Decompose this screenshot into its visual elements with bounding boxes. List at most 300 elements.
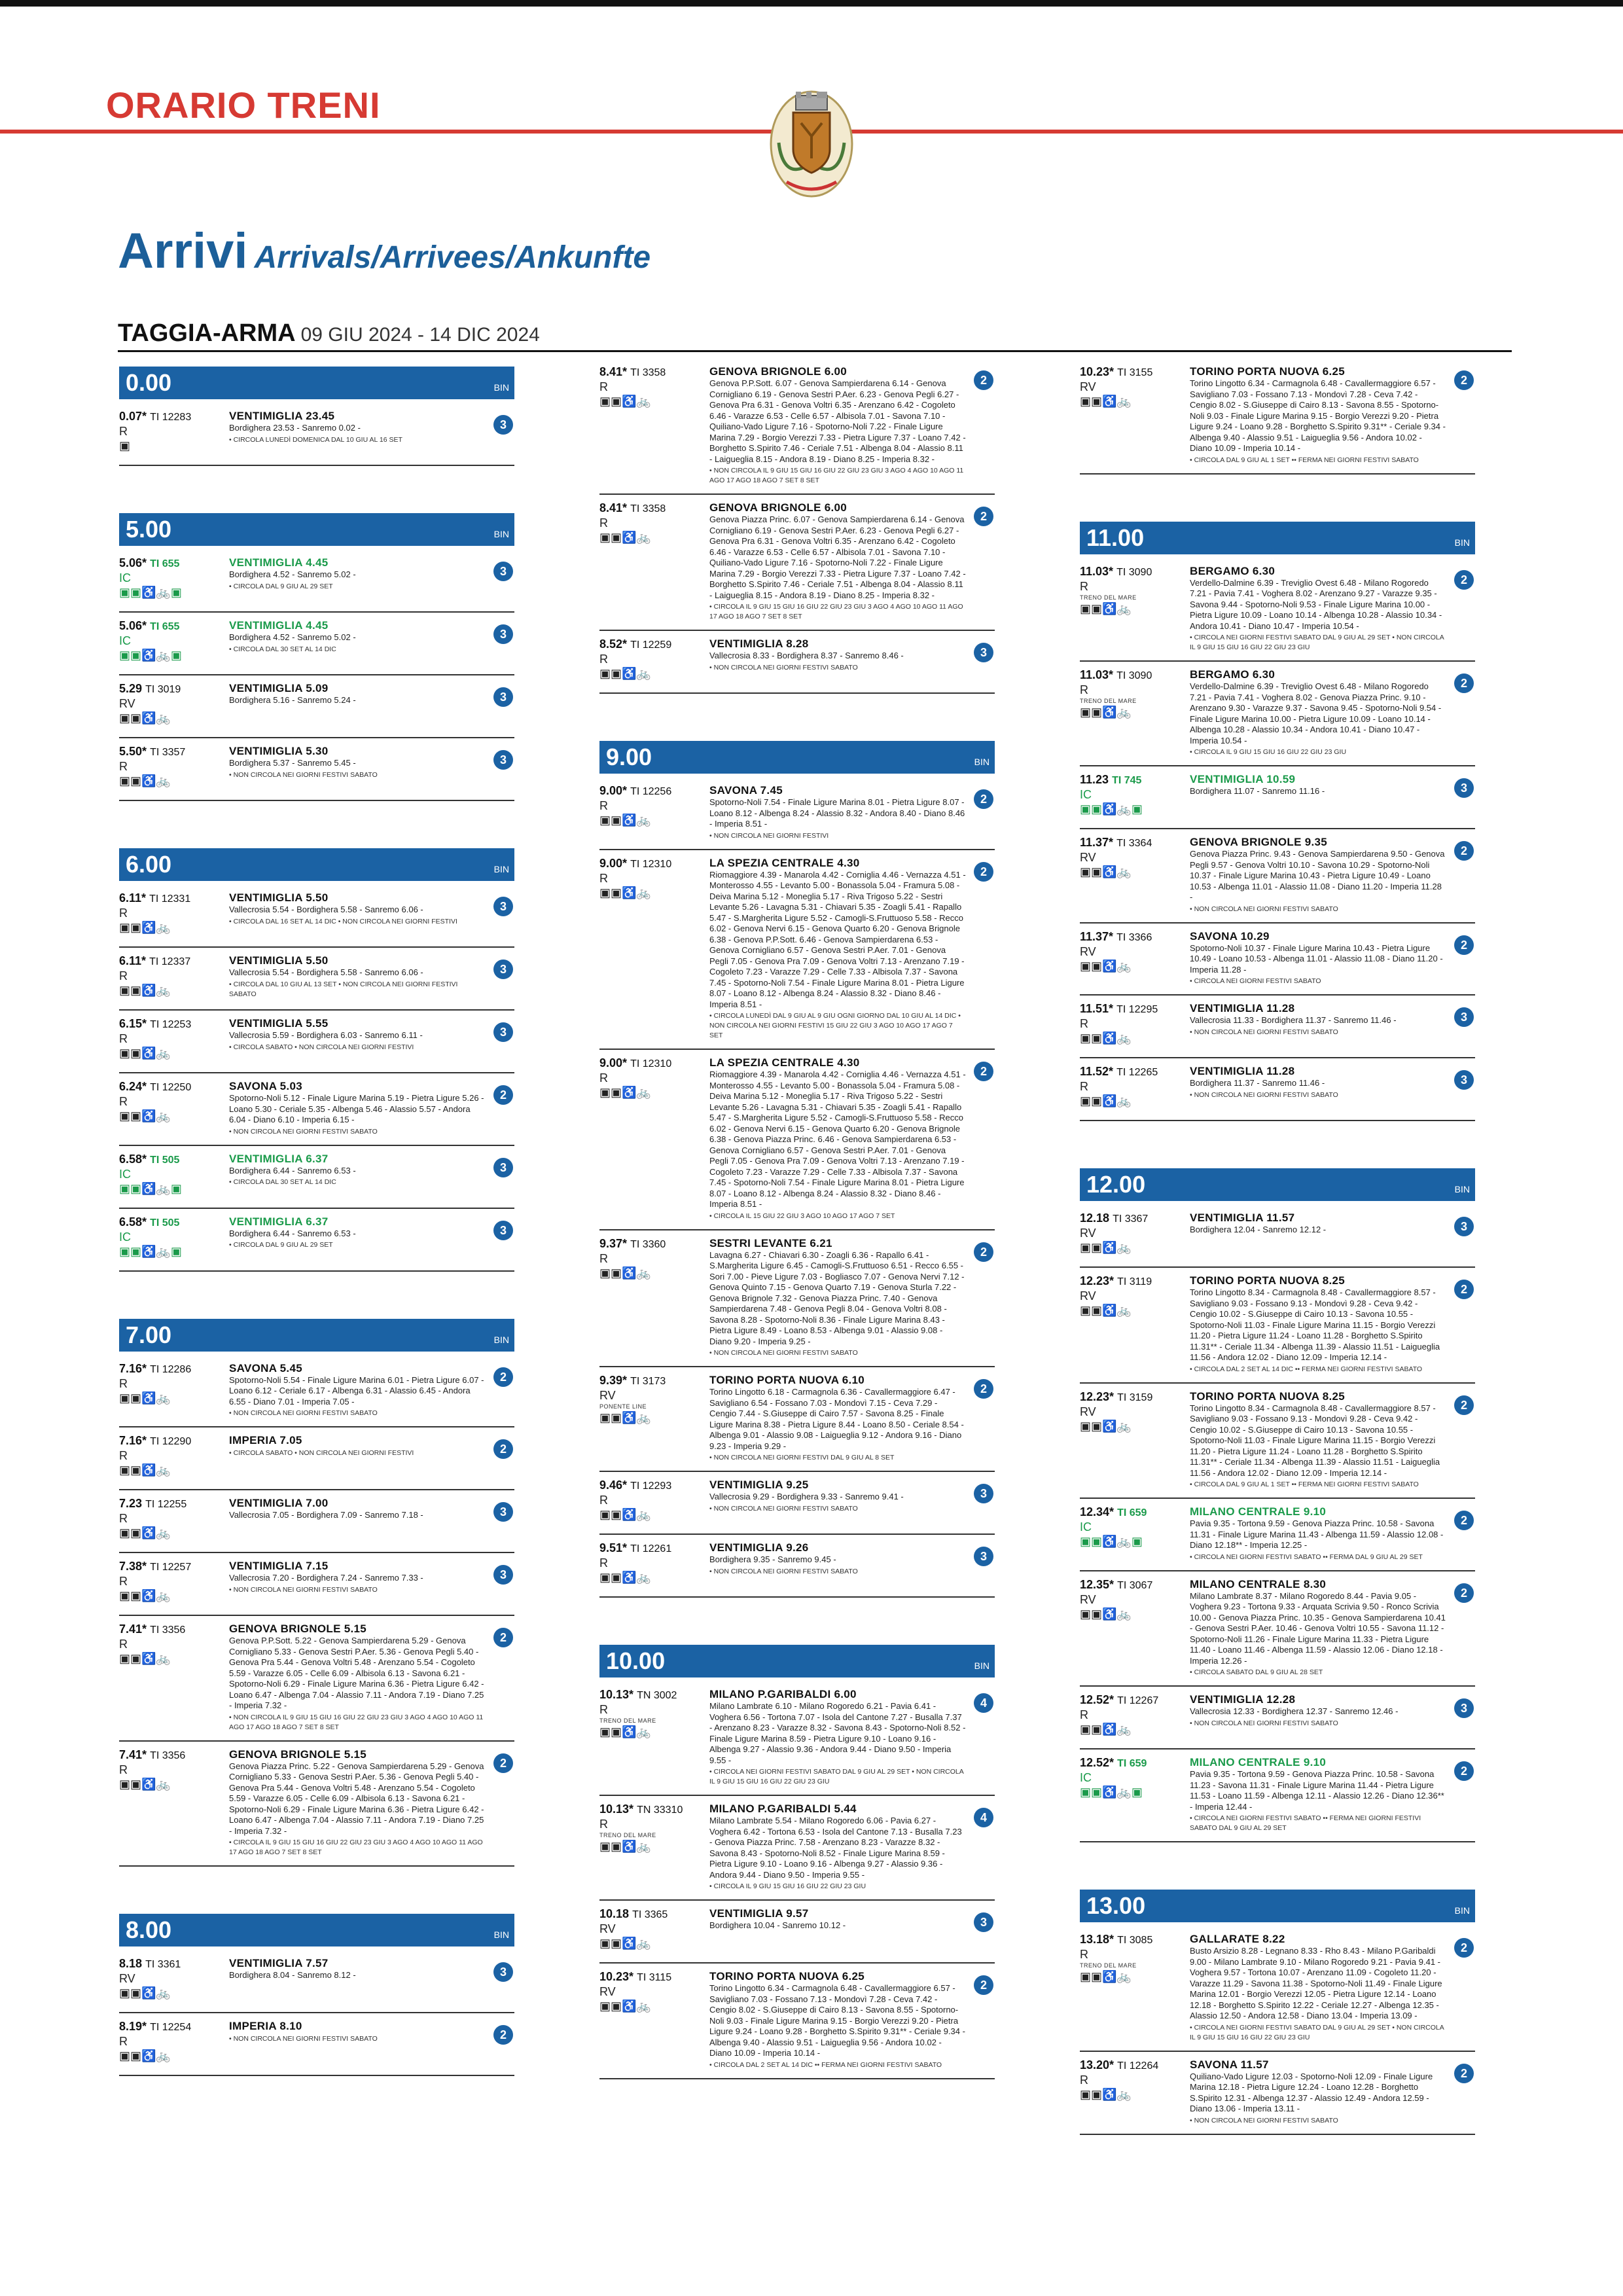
intermediate-stops: Bordighera 11.07 - Sanremo 11.16 - xyxy=(1190,786,1325,796)
arrivals-subheading: Arrivals/Arrivees/Ankunfte xyxy=(254,240,651,275)
arrival-time xyxy=(599,501,704,515)
train-number: TI 3090 xyxy=(1116,670,1152,681)
service-icons: ▣▣♿🚲 xyxy=(599,1840,651,1853)
train-details xyxy=(1190,1505,1446,1562)
arrival-time xyxy=(119,1362,224,1376)
origin-station: IMPERIA 8.10 xyxy=(229,2020,302,2032)
train-row xyxy=(1080,1926,1475,2052)
train-info xyxy=(119,1017,224,1060)
train-info xyxy=(599,1479,704,1521)
train-row xyxy=(599,850,995,1050)
platform-badge: 2 xyxy=(974,1379,993,1399)
origin-station: LA SPEZIA CENTRALE 4.30 xyxy=(709,856,860,869)
train-details xyxy=(709,637,966,673)
train-row xyxy=(1080,766,1475,829)
intermediate-stops: Bordighera 6.44 - Sanremo 6.53 - xyxy=(229,1228,356,1238)
arrival-time-value: 13.20* xyxy=(1080,2058,1115,2072)
train-category-icon: R xyxy=(599,516,608,529)
arrival-time xyxy=(119,556,224,570)
train-row xyxy=(119,1616,514,1742)
service-notes: • CIRCOLA DAL 9 GIU AL 29 SET xyxy=(229,1241,333,1249)
service-icons: ▣▣♿🚲 xyxy=(1080,1970,1132,1983)
service-icons: ▣▣♿🚲▣ xyxy=(1080,1785,1143,1799)
arrival-time-value: 10.13* xyxy=(599,1803,634,1816)
platform-badge: 3 xyxy=(493,1158,513,1177)
train-category-icon: IC xyxy=(119,1230,131,1244)
train-info xyxy=(1080,836,1185,878)
intermediate-stops: Vallecrosia 9.29 - Bordighera 9.33 - Sanremo 9.41 - xyxy=(709,1492,904,1501)
arrival-time-value: 12.18 xyxy=(1080,1211,1110,1225)
train-row xyxy=(1080,359,1475,475)
train-number: TI 3067 xyxy=(1117,1579,1153,1591)
train-row xyxy=(1080,1687,1475,1749)
train-number: TI 3155 xyxy=(1117,367,1153,378)
arrival-time xyxy=(1080,365,1185,379)
origin-station: GENOVA BRIGNOLE 9.35 xyxy=(1190,836,1328,848)
arrival-time-value: 7.41* xyxy=(119,1748,147,1761)
train-row xyxy=(119,1553,514,1616)
hour-label: 8.00 xyxy=(126,1916,172,1943)
service-notes: • NON CIRCOLA NEI GIORNI FESTIVI SABATO xyxy=(709,1349,858,1357)
arrivals-heading: Arrivi xyxy=(118,223,248,279)
train-info xyxy=(1080,1211,1185,1254)
train-row xyxy=(599,1681,995,1796)
intermediate-stops: Vallecrosia 11.33 - Bordighera 11.37 - Sanremo 11.46 - xyxy=(1190,1015,1397,1025)
arrival-time xyxy=(599,1479,704,1492)
origin-station: SAVONA 5.03 xyxy=(229,1080,302,1092)
arrival-time-value: 7.23 xyxy=(119,1497,143,1510)
arrival-time-value: 8.52* xyxy=(599,637,628,651)
train-number: TI 12293 xyxy=(630,1480,672,1492)
origin-station: GALLARATE 8.22 xyxy=(1190,1933,1285,1945)
service-notes: • CIRCOLA DAL 16 SET AL 14 DIC • NON CIRCOLA NEI GIORNI FESTIVI xyxy=(229,917,457,925)
train-details xyxy=(1190,565,1446,653)
service-notes: • NON CIRCOLA NEI GIORNI FESTIVI xyxy=(709,831,829,840)
origin-station: VENTIMIGLIA 4.45 xyxy=(229,556,329,569)
train-info xyxy=(1080,668,1185,719)
intermediate-stops: Riomaggiore 4.39 - Manarola 4.42 - Corniglia 4.46 - Vernazza 4.51 - Monterosso 4.55 - Levanto 5.00 - Bonassola 5.04 - Framura 5.08 - Deiva Marina 5.12 - Moneglia 5.17 - Riva Trigoso 5.22 - Sestri Levante 5.26 - Lavagna 5.31 - Chiavari 5.35 - Zoagli 5.41 - Rapallo 5.47 - S.Margherita Ligure 5.52 - Camogli-S.Fruttuoso 5.58 - Recco 6.02 - Genova Nervi 6.15 - Genova Quarto 6.20 - Genova Brignole 6.38 - Genova Piazza Princ. 6.46 - Genova Sampierdarena 6.53 - Genova Cornigliano 6.57 - Genova Sestri P.Aer. 7.01 - Genova Pegli 7.05 - Genova Pra 7.09 - Genova Voltri 7.13 - Arenzano 7.19 - Cogoleto 7.23 - Varazze 7.29 - Celle 7.33 - Albisola 7.37 - Savona 7.45 - Spotorno-Noli 7.54 - Finale Ligure Marina 8.01 - Pietra Ligure 8.07 - Loano 8.12 - Albenga 8.24 - Alassio 8.32 - Diano 8.46 - Imperia 8.51 - xyxy=(709,1069,966,1209)
service-notes: • CIRCOLA NEI GIORNI FESTIVI SABATO DAL 9 GIU AL 29 SET • NON CIRCOLA IL 9 GIU 15 GIU 16 GIU 22 GIU 23 GIU xyxy=(1190,2023,1444,2041)
train-number: TI 505 xyxy=(150,1154,180,1166)
service-notes: • NON CIRCOLA NEI GIORNI FESTIVI SABATO xyxy=(709,663,858,672)
train-category-icon: R xyxy=(119,1763,128,1776)
origin-station: GENOVA BRIGNOLE 5.15 xyxy=(229,1748,367,1761)
origin-station: VENTIMIGLIA 9.25 xyxy=(709,1479,809,1491)
train-info xyxy=(599,501,704,544)
train-row xyxy=(119,885,514,948)
intermediate-stops: Vallecrosia 8.33 - Bordighera 8.37 - Sanremo 8.46 - xyxy=(709,651,904,660)
train-details xyxy=(229,745,486,780)
intermediate-stops: Bordighera 9.35 - Sanremo 9.45 - xyxy=(709,1554,836,1564)
origin-station: VENTIMIGLIA 4.45 xyxy=(229,619,329,632)
origin-station: VENTIMIGLIA 6.37 xyxy=(229,1152,329,1165)
service-notes: • NON CIRCOLA IL 9 GIU 15 GIU 16 GIU 22 GIU 23 GIU 3 AGO 4 AGO 10 AGO 11 AGO 17 AGO 18 AGO 7 SET 8 SET xyxy=(229,1713,484,1731)
train-number: TI 3361 xyxy=(145,1959,181,1970)
origin-station: VENTIMIGLIA 9.26 xyxy=(709,1541,809,1554)
train-row xyxy=(119,1742,514,1867)
train-details xyxy=(709,857,966,1041)
platform-badge: 2 xyxy=(493,2025,513,2045)
service-icons: ▣▣♿🚲 xyxy=(1080,1304,1132,1317)
service-icons: ▣▣♿🚲 xyxy=(599,886,651,899)
train-row xyxy=(1080,1384,1475,1499)
platform-badge: 3 xyxy=(493,1502,513,1522)
section-gap xyxy=(599,1598,995,1637)
arrival-time-value: 5.29 xyxy=(119,682,143,695)
intermediate-stops: Milano Lambrate 6.10 - Milano Rogoredo 6.21 - Pavia 6.41 - Voghera 6.56 - Tortona 7.07 - Isola del Cantone 7.27 - Busalla 7.37 - Arenzano 8.23 - Varazze 8.32 - Savona 8.43 - Spotorno-Noli 8.52 - Finale Ligure Marina 8.59 - Pietra Ligure 9.10 - Loano 9.16 - Albenga 9.27 - Alassio 9.36 - Andora 9.44 - Diano 9.50 - Imperia 9.55 - xyxy=(709,1701,966,1765)
platform-badge: 3 xyxy=(493,562,513,581)
service-icons: ▣▣♿🚲 xyxy=(599,531,651,544)
train-category-icon: R xyxy=(1080,683,1088,696)
platform-badge: 2 xyxy=(1454,673,1474,693)
train-number: TI 655 xyxy=(150,558,180,569)
arrival-time-value: 13.18* xyxy=(1080,1933,1115,1946)
train-row xyxy=(119,1011,514,1073)
platform-badge: 4 xyxy=(974,1693,993,1713)
arrival-time xyxy=(1080,1756,1185,1770)
service-notes: • CIRCOLA IL 15 GIU 22 GIU 3 AGO 10 AGO 17 AGO 7 SET xyxy=(709,1211,895,1220)
train-category-icon: R xyxy=(1080,1708,1088,1721)
service-notes: • NON CIRCOLA NEI GIORNI FESTIVI DAL 9 GIU AL 8 SET xyxy=(709,1454,895,1462)
train-category-icon: RV xyxy=(1080,1227,1096,1240)
intermediate-stops: Torino Lingotto 8.34 - Carmagnola 8.48 - Cavallermaggiore 8.57 - Savigliano 9.03 - Fossano 9.13 - Mondovì 9.28 - Ceva 9.42 - Cengio 10.02 - S.Giuseppe di Cairo 10.13 - Savona 10.55 - Spotorno-Noli 11.03 - Finale Ligure Marina 11.15 - Borgio Verezzi 11.20 - Pietra Ligure 11.24 - Loano 11.28 - Borghetto S.Spirito 11.31** - Ceriale 11.34 - Albenga 11.39 - Alassio 11.51 - Laigueglia 11.56 - Andora 12.02 - Diano 12.09 - Imperia 12.14 - xyxy=(1190,1403,1440,1478)
platform-badge: 3 xyxy=(493,1962,513,1982)
train-number: TI 3358 xyxy=(630,367,666,378)
train-details xyxy=(229,1560,486,1595)
timetable-column-3 xyxy=(1080,359,1475,2135)
service-icons: ▣▣♿🚲 xyxy=(599,1725,651,1738)
service-brand-label: TRENO DEL MARE xyxy=(1080,594,1137,601)
platform-badge: 2 xyxy=(1454,1395,1474,1415)
train-number: TI 12253 xyxy=(150,1019,192,1030)
train-category-icon: R xyxy=(119,906,128,920)
service-icons: ▣▣♿🚲 xyxy=(1080,395,1132,408)
service-notes: • CIRCOLA DAL 9 GIU AL 1 SET •• FERMA NEI GIORNI FESTIVI SABATO xyxy=(1190,1480,1419,1488)
intermediate-stops: Genova Piazza Princ. 9.43 - Genova Sampierdarena 9.50 - Genova Pegli 9.57 - Genova Voltri 10.10 - Savona 10.29 - Spotorno-Noli 10.37 - Finale Ligure Marina 10.43 - Pietra Ligure 10.49 - Loano 10.53 - Albenga 11.01 - Alassio 11.08 - Diano 11.20 - Imperia 11.28 - xyxy=(1190,849,1445,902)
service-notes: • NON CIRCOLA NEI GIORNI FESTIVI SABATO xyxy=(1190,1028,1338,1036)
arrival-time-value: 9.46* xyxy=(599,1479,628,1492)
platform-badge: 3 xyxy=(1454,1698,1474,1718)
train-details xyxy=(1190,365,1446,465)
service-icons: ▣▣♿🚲▣ xyxy=(1080,1535,1143,1548)
train-row xyxy=(1080,1268,1475,1384)
arrival-time-value: 9.51* xyxy=(599,1541,628,1554)
arrival-time xyxy=(599,1237,704,1251)
arrival-time xyxy=(119,1560,224,1573)
service-notes: • CIRCOLA LUNEDÌ DOMENICA DAL 10 GIU AL 16 SET xyxy=(229,435,402,444)
arrival-time xyxy=(119,619,224,633)
train-category-icon: R xyxy=(599,1556,608,1570)
platform-column-label: BIN xyxy=(1454,1184,1470,1194)
origin-station: VENTIMIGLIA 6.37 xyxy=(229,1215,329,1228)
arrival-time xyxy=(119,1748,224,1762)
train-category-icon: R xyxy=(599,380,608,393)
train-category-icon: IC xyxy=(119,571,131,584)
arrival-time xyxy=(1080,1065,1185,1079)
arrival-time xyxy=(1080,773,1185,787)
train-row xyxy=(599,1367,995,1472)
train-info xyxy=(119,745,224,787)
origin-station: GENOVA BRIGNOLE 5.15 xyxy=(229,1623,367,1635)
train-info xyxy=(119,1497,224,1539)
train-number: TI 3119 xyxy=(1117,1276,1152,1287)
train-details xyxy=(709,1056,966,1221)
service-icons: ▣▣♿🚲▣ xyxy=(119,586,182,599)
train-category-icon: RV xyxy=(1080,1592,1096,1606)
platform-badge: 2 xyxy=(974,1242,993,1262)
intermediate-stops: Bordighera 6.44 - Sanremo 6.53 - xyxy=(229,1165,356,1175)
service-icons: ▣▣♿🚲 xyxy=(1080,2087,1132,2101)
platform-badge: 2 xyxy=(493,1085,513,1105)
intermediate-stops: Genova P.P.Sott. 6.07 - Genova Sampierdarena 6.14 - Genova Cornigliano 6.19 - Genova Sestri P.Aer. 6.23 - Genova Pegli 6.27 - Genova Pra 6.31 - Genova Voltri 6.35 - Arenzano 6.42 - Cogoleto 6.46 - Varazze 6.53 - Celle 6.57 - Albisola 7.01 - Savona 7.10 - Quiliano-Vado Ligure 7.16 - Spotorno-Noli 7.22 - Finale Ligure Marina 7.29 - Borgio Verezzi 7.33 - Pietra Ligure 7.37 - Loano 7.42 - Borghetto S.Spirito 7.46 - Ceriale 7.51 - Albenga 8.04 - Alassio 8.11 - Laigueglia 8.15 - Andora 8.19 - Diano 8.25 - Imperia 8.32 - xyxy=(709,378,966,464)
train-category-icon: R xyxy=(599,1071,608,1085)
train-row xyxy=(1080,996,1475,1058)
hour-label: 13.00 xyxy=(1086,1892,1146,1919)
intermediate-stops: Bordighera 8.04 - Sanremo 8.12 - xyxy=(229,1970,356,1980)
train-number: TI 12310 xyxy=(630,1058,672,1069)
arrival-time xyxy=(119,1434,224,1448)
arrival-time xyxy=(1080,1933,1185,1946)
train-details xyxy=(229,1497,486,1521)
train-category-icon: R xyxy=(119,2035,128,2048)
train-info xyxy=(119,1957,224,2000)
train-row xyxy=(1080,1058,1475,1121)
arrival-time xyxy=(599,1907,704,1921)
train-info xyxy=(1080,1505,1185,1548)
arrival-time-value: 12.52* xyxy=(1080,1756,1115,1769)
train-details xyxy=(709,1688,966,1787)
origin-station: SAVONA 10.29 xyxy=(1190,929,1270,942)
train-number: TI 3366 xyxy=(1116,931,1152,943)
train-number: TI 12257 xyxy=(150,1562,192,1573)
intermediate-stops: Bordighera 11.37 - Sanremo 11.46 - xyxy=(1190,1078,1325,1088)
service-icons: ▣▣♿🚲 xyxy=(119,984,171,997)
train-details xyxy=(709,1970,966,2070)
train-details xyxy=(1190,1211,1446,1236)
hour-label: 6.00 xyxy=(126,851,172,878)
arrival-time-value: 10.23* xyxy=(1080,365,1115,378)
service-icons: ▣▣♿🚲 xyxy=(1080,959,1132,973)
intermediate-stops: Milano Lambrate 8.37 - Milano Rogoredo 8.44 - Pavia 9.05 - Voghera 9.23 - Tortona 9.33 - Arquata Scrivia 9.50 - Ronco Scrivia 10.00 - Genova Piazza Princ. 10.35 - Genova Sampierdarena 10.41 - Genova Sestri P.Aer. 10.46 - Genova Voltri 10.55 - Savona 11.12 - Spotorno-Noli 11.26 - Finale Ligure Marina 11.33 - Pietra Ligure 11.40 - Loano 11.46 - Albenga 11.59 - Alassio 12.06 - Diano 12.18 - Imperia 12.26 - xyxy=(1190,1590,1446,1666)
service-notes: • NON CIRCOLA NEI GIORNI FESTIVI SABATO xyxy=(229,1409,378,1417)
origin-station: MILANO CENTRALE 9.10 xyxy=(1190,1756,1327,1768)
arrival-time xyxy=(1080,668,1185,682)
arrival-time xyxy=(599,857,704,870)
train-number: TI 3357 xyxy=(150,747,186,758)
station-name: TAGGIA-ARMA xyxy=(118,319,296,347)
hour-header xyxy=(1080,1890,1475,1922)
train-info xyxy=(599,1970,704,2013)
origin-station: TORINO PORTA NUOVA 6.10 xyxy=(709,1374,865,1386)
train-category-icon: R xyxy=(599,1703,608,1716)
arrival-time-value: 6.24* xyxy=(119,1080,147,1093)
train-info xyxy=(599,365,704,408)
hour-label: 11.00 xyxy=(1086,524,1145,551)
platform-badge: 3 xyxy=(493,415,513,435)
section-gap xyxy=(1080,475,1475,514)
hour-label: 10.00 xyxy=(606,1647,666,1674)
train-row xyxy=(119,2013,514,2076)
train-number: TI 12265 xyxy=(1116,1067,1158,1078)
service-brand-label: TRENO DEL MARE xyxy=(1080,698,1137,704)
arrival-time xyxy=(599,1541,704,1555)
train-row xyxy=(599,631,995,694)
train-number: TI 3090 xyxy=(1116,566,1152,578)
intermediate-stops: Lavagna 6.27 - Chiavari 6.30 - Zoagli 6.36 - Rapallo 6.41 - S.Margherita Ligure 6.45 - Camogli-S.Fruttuoso 6.51 - Recco 6.55 - Sori 7.00 - Pieve Ligure 7.03 - Bogliasco 7.07 - Genova Nervi 7.12 - Genova Quinto 7.15 - Genova Quarto 7.19 - Genova Sturla 7.22 - Genova Brignole 7.32 - Genova Piazza Princ. 7.40 - Genova Sampierdarena 7.48 - Genova Pegli 8.04 - Genova Voltri 8.08 - Savona 8.28 - Spotorno-Noli 8.36 - Finale Ligure Marina 8.43 - Pietra Ligure 8.49 - Loano 8.53 - Albenga 9.01 - Alassio 9.08 - Diano 9.20 - Imperia 9.25 - xyxy=(709,1249,965,1346)
platform-badge: 3 xyxy=(493,687,513,707)
platform-badge: 2 xyxy=(1454,570,1474,590)
train-details xyxy=(709,365,966,486)
train-details xyxy=(1190,930,1446,987)
intermediate-stops: Quiliano-Vado Ligure 12.03 - Spotorno-Noli 12.09 - Finale Ligure Marina 12.18 - Pietra Ligure 12.24 - Loano 12.28 - Borghetto S.Spirito 12.31 - Albenga 12.37 - Alassio 12.49 - Andora 12.59 - Diano 13.06 - Imperia 13.11 - xyxy=(1190,2071,1433,2113)
train-row xyxy=(599,1901,995,1964)
service-notes: • CIRCOLA DAL 2 SET AL 14 DIC •• FERMA NEI GIORNI FESTIVI SABATO xyxy=(1190,1365,1423,1373)
train-info xyxy=(119,2020,224,2062)
train-category-icon: RV xyxy=(599,1985,616,1998)
arrival-time xyxy=(119,1080,224,1094)
train-details xyxy=(229,1362,486,1419)
train-details xyxy=(229,556,486,592)
train-number: TI 3364 xyxy=(1116,838,1152,849)
train-number: TI 505 xyxy=(150,1217,180,1229)
service-icons: ▣▣♿🚲 xyxy=(119,1526,171,1539)
hour-label: 7.00 xyxy=(126,1321,172,1348)
train-category-icon: IC xyxy=(119,1167,131,1181)
platform-badge: 2 xyxy=(974,862,993,882)
town-crest-icon xyxy=(767,84,856,202)
service-icons: ▣▣♿🚲 xyxy=(1080,601,1132,615)
train-category-icon: R xyxy=(1080,1948,1088,1961)
service-icons: ▣▣♿🚲 xyxy=(119,1109,171,1122)
platform-column-label: BIN xyxy=(1454,1905,1470,1916)
arrival-time xyxy=(1080,1505,1185,1519)
service-notes: • CIRCOLA DAL 9 GIU AL 29 SET xyxy=(229,582,333,590)
train-number: TI 12331 xyxy=(149,893,191,905)
service-notes: • CIRCOLA IL 9 GIU 15 GIU 16 GIU 22 GIU 23 GIU 3 AGO 4 AGO 10 AGO 11 AGO 17 AGO 18 AGO 7 SET 8 SET xyxy=(709,603,963,620)
service-icons: ▣▣♿🚲▣ xyxy=(119,1181,182,1195)
service-icons: ▣▣♿🚲 xyxy=(599,1411,651,1424)
train-row xyxy=(1080,1205,1475,1268)
train-info xyxy=(1080,773,1185,816)
origin-station: VENTIMIGLIA 5.30 xyxy=(229,745,329,757)
hour-header xyxy=(119,1914,514,1946)
train-category-icon: RV xyxy=(599,1389,616,1402)
origin-station: IMPERIA 7.05 xyxy=(229,1434,302,1446)
train-row xyxy=(119,403,514,466)
platform-badge: 3 xyxy=(974,1912,993,1932)
service-icons: ▣▣♿🚲 xyxy=(599,2000,651,2013)
origin-station: VENTIMIGLIA 23.45 xyxy=(229,410,335,422)
train-category-icon: IC xyxy=(1080,1771,1092,1784)
intermediate-stops: Genova P.P.Sott. 5.22 - Genova Sampierdarena 5.29 - Genova Cornigliano 5.33 - Genova Sestri P.Aer. 5.36 - Genova Pegli 5.40 - Genova Pra 5.44 - Genova Voltri 5.48 - Arenzano 5.54 - Cogoleto 5.59 - Varazze 6.05 - Celle 6.09 - Albisola 6.13 - Savona 6.21 - Spotorno-Noli 6.29 - Finale Ligure Marina 6.36 - Pietra Ligure 6.42 - Loano 6.47 - Albenga 7.04 - Alassio 7.11 - Andora 7.19 - Diano 7.25 - Imperia 7.32 - xyxy=(229,1636,484,1710)
platform-badge: 3 xyxy=(493,960,513,979)
train-category-icon: R xyxy=(119,1032,128,1045)
platform-badge: 3 xyxy=(974,1547,993,1566)
service-notes: • CIRCOLA DAL 30 SET AL 14 DIC xyxy=(229,1178,336,1186)
train-number: TI 12254 xyxy=(150,2022,192,2033)
section-gap xyxy=(599,694,995,733)
arrival-time-value: 6.11* xyxy=(119,954,147,967)
platform-column-label: BIN xyxy=(493,1929,509,1940)
service-notes: • NON CIRCOLA NEI GIORNI FESTIVI SABATO xyxy=(1190,1090,1338,1099)
platform-column-label: BIN xyxy=(493,529,509,539)
train-info xyxy=(119,891,224,934)
intermediate-stops: Vallecrosia 12.33 - Bordighera 12.37 - Sanremo 12.46 - xyxy=(1190,1706,1399,1716)
service-icons: ▣▣♿🚲▣ xyxy=(119,649,182,662)
service-notes: • CIRCOLA NEI GIORNI FESTIVI SABATO •• FERMA DAL 9 GIU AL 29 SET xyxy=(1190,1552,1423,1561)
intermediate-stops: Bordighera 5.37 - Sanremo 5.45 - xyxy=(229,758,356,768)
service-brand-label: TRENO DEL MARE xyxy=(1080,1962,1137,1969)
service-icons: ▣▣♿🚲 xyxy=(599,1266,651,1280)
arrival-time-value: 12.23* xyxy=(1080,1274,1115,1287)
train-details xyxy=(229,682,486,706)
train-category-icon: RV xyxy=(599,1922,616,1935)
platform-badge: 2 xyxy=(974,1062,993,1081)
arrival-time xyxy=(599,365,704,379)
validity-period: 09 GIU 2024 - 14 DIC 2024 xyxy=(300,324,540,346)
station-line xyxy=(118,319,540,348)
train-details xyxy=(1190,1002,1446,1037)
train-category-icon: R xyxy=(119,1376,128,1390)
arrival-time xyxy=(1080,1578,1185,1592)
train-info xyxy=(599,1056,704,1099)
arrival-time-value: 12.35* xyxy=(1080,1577,1115,1591)
origin-station: SAVONA 7.45 xyxy=(709,784,783,797)
station-rule xyxy=(118,350,1512,352)
train-details xyxy=(229,1434,486,1458)
platform-badge: 3 xyxy=(493,1221,513,1240)
hour-label: 0.00 xyxy=(126,369,172,396)
train-details xyxy=(709,1237,966,1359)
intermediate-stops: Vallecrosia 5.54 - Bordighera 5.58 - Sanremo 6.06 - xyxy=(229,905,423,914)
service-notes: • NON CIRCOLA NEI GIORNI FESTIVI SABATO xyxy=(1190,2116,1338,2125)
origin-station: TORINO PORTA NUOVA 6.25 xyxy=(1190,365,1346,378)
arrival-time-value: 9.37* xyxy=(599,1236,628,1250)
platform-column-label: BIN xyxy=(493,864,509,874)
train-category-icon: R xyxy=(1080,2073,1088,2087)
platform-badge: 2 xyxy=(974,370,993,390)
arrival-time xyxy=(1080,1693,1185,1707)
train-row xyxy=(1080,2052,1475,2135)
service-notes: • NON CIRCOLA IL 9 GIU 15 GIU 16 GIU 22 GIU 23 GIU 3 AGO 4 AGO 10 AGO 11 AGO 17 AGO 18 AGO 7 SET 8 SET xyxy=(709,467,964,484)
platform-badge: 3 xyxy=(1454,1070,1474,1090)
service-notes: • NON CIRCOLA NEI GIORNI FESTIVI SABATO xyxy=(1190,1719,1338,1727)
platform-badge: 3 xyxy=(493,1022,513,1042)
train-info xyxy=(1080,1065,1185,1107)
train-info xyxy=(1080,565,1185,615)
arrival-time xyxy=(119,1497,224,1511)
train-number: TI 12310 xyxy=(630,858,672,870)
train-number: TI 12259 xyxy=(630,639,672,651)
train-info xyxy=(1080,1933,1185,1983)
train-row xyxy=(599,1472,995,1535)
arrival-time-value: 10.23* xyxy=(599,1970,634,1983)
platform-column-label: BIN xyxy=(493,1334,509,1345)
platform-badge: 2 xyxy=(1454,935,1474,955)
train-row xyxy=(599,1964,995,2079)
train-row xyxy=(119,675,514,738)
arrival-time-value: 6.58* xyxy=(119,1215,147,1229)
platform-badge: 2 xyxy=(1454,1938,1474,1958)
top-rule xyxy=(0,0,1623,7)
service-notes: • CIRCOLA IL 9 GIU 15 GIU 16 GIU 22 GIU 23 GIU xyxy=(1190,748,1347,756)
platform-badge: 3 xyxy=(1454,778,1474,798)
arrival-time-value: 5.50* xyxy=(119,745,147,758)
train-info xyxy=(599,1907,704,1950)
arrival-time-value: 7.41* xyxy=(119,1623,147,1636)
section-gap xyxy=(119,1867,514,1906)
train-category-icon: R xyxy=(119,969,128,982)
